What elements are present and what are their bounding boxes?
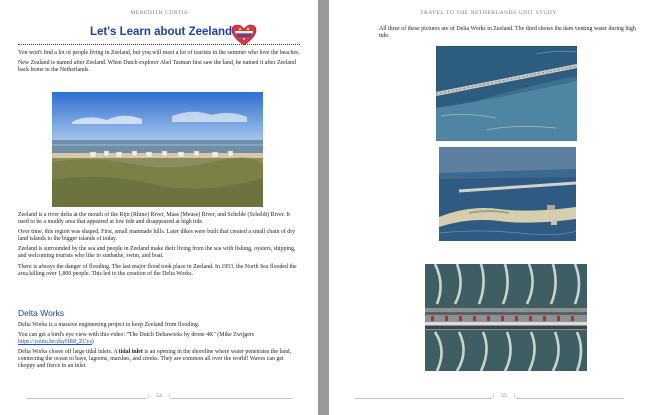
body-text xyxy=(18,212,300,281)
page-number-left: ( 54 ) xyxy=(147,393,171,399)
left-page xyxy=(0,0,318,415)
delta-paragraph-2-end: ) xyxy=(91,339,94,346)
running-head-right: TRAVEL TO THE NETHERLANDS UNIT STUDY xyxy=(420,10,557,16)
delta-paragraph-1: Delta Works is a massive engineering project to keep Zeeland from flooding. xyxy=(18,322,200,328)
delta-works-photo-2 xyxy=(439,147,576,241)
intro-paragraph-2: New Zealand is named after Zeeland. When Dutch explorer Abel Tasman first saw the land, he named it after Zeeland back home in the Netherlands. xyxy=(18,60,296,74)
delta-works-photo-1 xyxy=(436,46,577,141)
footer-right xyxy=(329,393,648,403)
delta-works-photo-3 xyxy=(425,264,587,371)
delta-paragraph-3 xyxy=(18,349,300,370)
page-title: Let's Learn about Zeeland xyxy=(90,26,233,38)
footer-rule-left xyxy=(355,398,492,399)
body-paragraph-2: Over time, this region was shaped. First, small manmade hills. Later dikes were built that created a small chain of dry land islands to the bigger islands of today. xyxy=(18,229,296,243)
footer-rule-right xyxy=(516,398,624,399)
delta-paragraph-3-before: Delta Works closes off large tidal inlets. A xyxy=(18,349,119,356)
delta-paragraph-2-text: You can get a bird's eye view with this video: "The Dutch Deltaworks by drone 4K" (Mike Zwijgers xyxy=(18,332,255,339)
footer-rule-left xyxy=(26,398,147,399)
video-link[interactable]: https://youtu.be/zkyHR8_ZCys xyxy=(18,339,92,346)
delta-paragraph-3-after: is an opening in the shoreline where water penetrates the land, connecting the ocean to bays, lagoons, marshes, and creeks. They are common all over the world! Waves can get choppy and fierce in an inlet. xyxy=(18,349,292,370)
right-intro-text xyxy=(379,26,641,43)
footer-rule-right xyxy=(171,398,292,399)
section-heading-delta-works: Delta Works xyxy=(18,308,65,318)
title-block xyxy=(18,24,300,48)
page-number-right: ( 55 ) xyxy=(492,393,516,399)
delta-paragraph-2 xyxy=(18,332,300,346)
delta-text xyxy=(18,322,300,374)
right-page xyxy=(329,0,648,415)
intro-paragraph-1: You won't find a lot of people living in Zeeland, but you will meet a lot of tourists in the summer who love the beaches. xyxy=(18,50,300,56)
tidal-inlet-term: tidal inlet xyxy=(118,349,143,356)
body-paragraph-1: Zeeland is a river delta at the mouth of the Rijn (Rhine) River, Maas (Meuse) River, and Schelde (Scheldt) River. It used to be a muddy area that appeared at low tide and disappeared at high tide. xyxy=(18,212,290,226)
title-underline xyxy=(18,44,300,45)
running-head-left: MEREDITH CURTIS xyxy=(130,10,188,16)
body-paragraph-4: There is always the danger of flooding. The last major flood took place in Zeeland. In 1953, the North Sea flooded the area killing over 1,800 people. This led to the creation of the Delta Works. xyxy=(18,263,297,277)
body-paragraph-3: Zeeland is surrounded by the sea and people in Zeeland make their living from the sea with fishing, oysters, shipping, and welcoming tourists who like to sunbathe, swim, and boat. xyxy=(18,246,296,260)
heart-flag-icon xyxy=(231,24,257,46)
right-intro-paragraph: All three of these pictures are of Delta Works in Zeeland. The third shows the dam venting water during high tide. xyxy=(379,26,636,40)
footer-left xyxy=(0,393,318,403)
beach-photo xyxy=(52,92,263,207)
intro-text xyxy=(18,50,300,77)
